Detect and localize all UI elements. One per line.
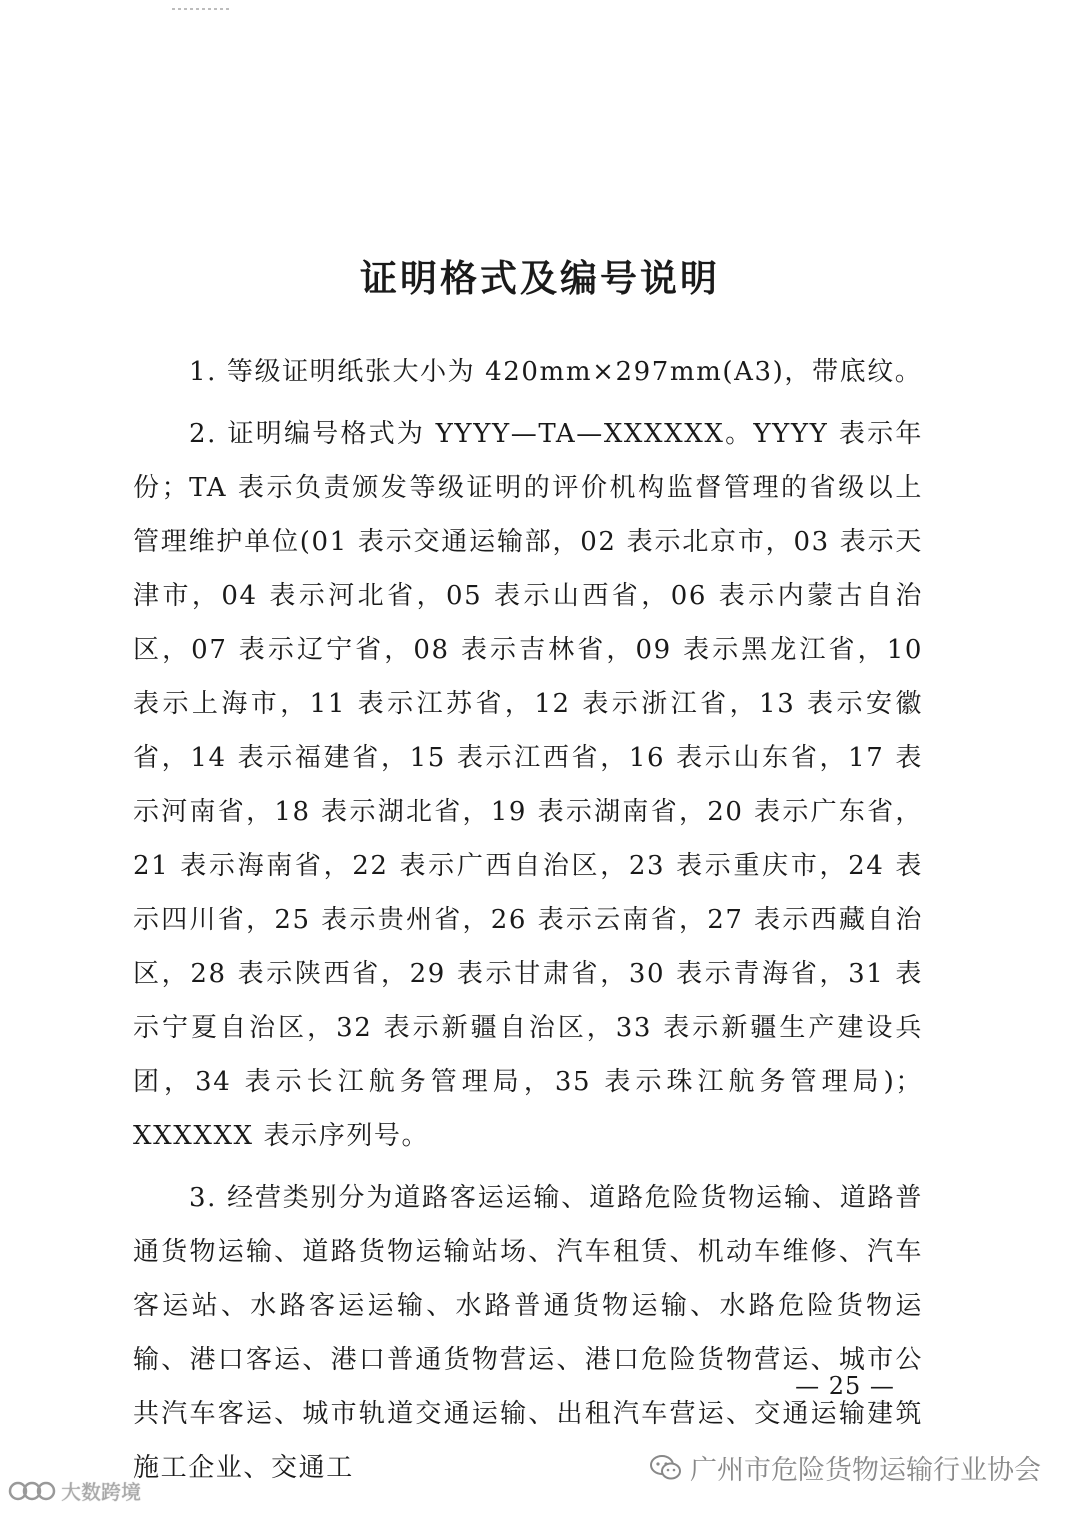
wechat-icon — [650, 1455, 682, 1481]
document-body — [133, 345, 923, 1503]
scan-speck — [172, 8, 232, 10]
page-number: — 25 — — [795, 1372, 895, 1400]
dsk-logo-icon — [8, 1479, 56, 1503]
wechat-watermark — [650, 1448, 1041, 1487]
wechat-account-name: 广州市危险货物运输行业协会 — [690, 1455, 1041, 1486]
site-watermark — [8, 1476, 141, 1505]
site-name: 大数跨境 — [61, 1480, 141, 1504]
paragraph-2: 2. 证明编号格式为 YYYY—TA—XXXXXX。YYYY 表示年份；TA 表示负责颁发等级证明的评价机构监督管理的省级以上管理维护单位(01 表示交通运输部，02 表示北京市，03 表示天津市，04 表示河北省，05 表示山西省，06 表示内蒙古自治区，07 表示辽宁省，08 表示吉林省，09 表示黑龙江省，10 表示上海市，11 表示江苏省，12 表示浙江省，13 表示安徽省，14 表示福建省，15 表示江西省，16 表示山东省，17 表示河南省，18 表示湖北省，19 表示湖南省，20 表示广东省，21 表示海南省，22 表示广西自治区，23 表示重庆市，24 表示四川省，25 表示贵州省，26 表示云南省，27 表示西藏自治区，28 表示陕西省，29 表示甘肃省，30 表示青海省，31 表示宁夏自治区，32 表示新疆自治区，33 表示新疆生产建设兵团，34 表示长江航务管理局，35 表示珠江航务管理局)；XXXXXX 表示序列号。 — [133, 419, 923, 1151]
paragraph-1: 1. 等级证明纸张大小为 420mm×297mm(A3)，带底纹。 — [189, 357, 923, 387]
paragraph-3: 3. 经营类别分为道路客运运输、道路危险货物运输、道路普通货物运输、道路货物运输站场、汽车租赁、机动车维修、汽车客运站、水路客运运输、水路普通货物运输、水路危险货物运输、港口客运、港口普通货物营运、港口危险货物营运、城市公共汽车客运、城市轨道交通运输、出租汽车营运、交通运输建筑施工企业、交通工 — [133, 1183, 923, 1483]
document-title: 证明格式及编号说明 — [360, 257, 720, 300]
